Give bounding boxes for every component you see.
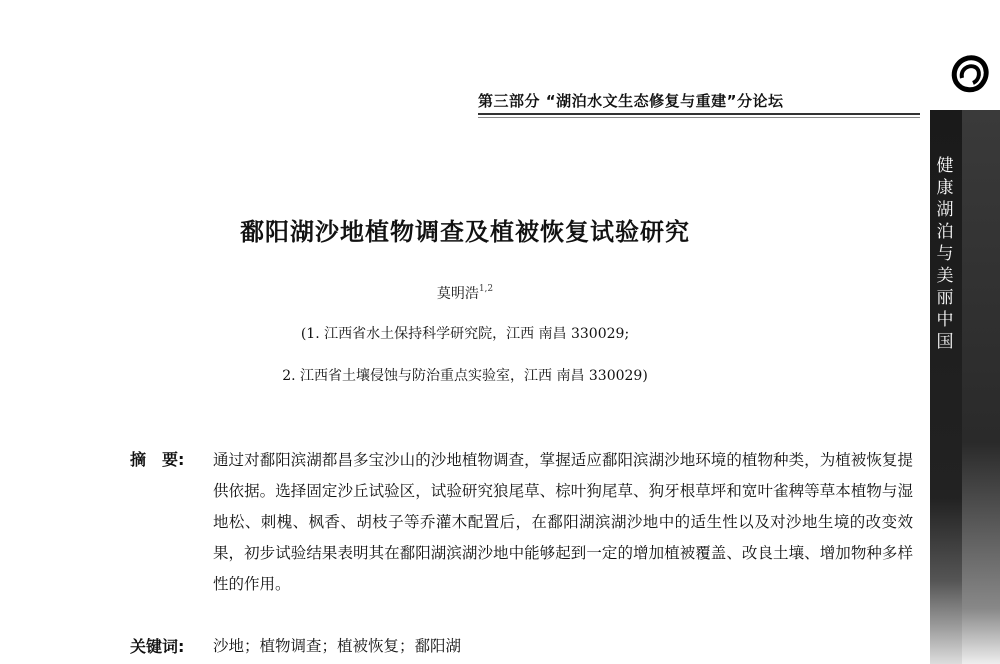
- keywords-text: 沙地；植物调查；植被恢复；鄱阳湖: [213, 637, 462, 655]
- author: [0, 283, 930, 303]
- lake-logo-icon: [948, 52, 992, 96]
- abstract-text: 通过对鄱阳滨湖都昌多宝沙山的沙地植物调查，掌握适应鄱阳滨湖沙地环境的植物种类，为植被恢复提供依据。选择固定沙丘试验区，试验研究狼尾草、棕叶狗尾草、狗牙根草坪和宽叶雀稗等草本植物与湿地松、刺槐、枫香、胡枝子等乔灌木配置后，在鄱阳湖滨湖沙地中的适生性以及对沙地生境的改变效果，初步试验结果表明其在鄱阳湖滨湖沙地中能够起到一定的增加植被覆盖、改良土壤、增加物种多样性的作用。: [213, 451, 913, 593]
- affiliation-2: 2. 江西省土壤侵蚀与防治重点实验室，江西 南昌 330029): [282, 368, 648, 384]
- article-title: 鄱阳湖沙地植物调查及植被恢复试验研究: [240, 218, 690, 246]
- author-affiliation-markers: 1,2: [478, 284, 494, 294]
- header-rule-thin: [478, 117, 920, 118]
- author-name: 莫明浩: [436, 286, 479, 302]
- keywords-label: 关键词:: [130, 637, 185, 656]
- sidebar-label: 健康湖泊与美丽中国: [936, 156, 954, 352]
- sidebar-strip: [962, 110, 1000, 664]
- section-header: 第三部分 “湖泊水文生态修复与重建”分论坛: [478, 92, 784, 110]
- affiliation-1: (1. 江西省水土保持科学研究院，江西 南昌 330029;: [300, 326, 630, 342]
- abstract-label: 摘 要:: [130, 450, 185, 469]
- header-rule-thick: [478, 113, 920, 115]
